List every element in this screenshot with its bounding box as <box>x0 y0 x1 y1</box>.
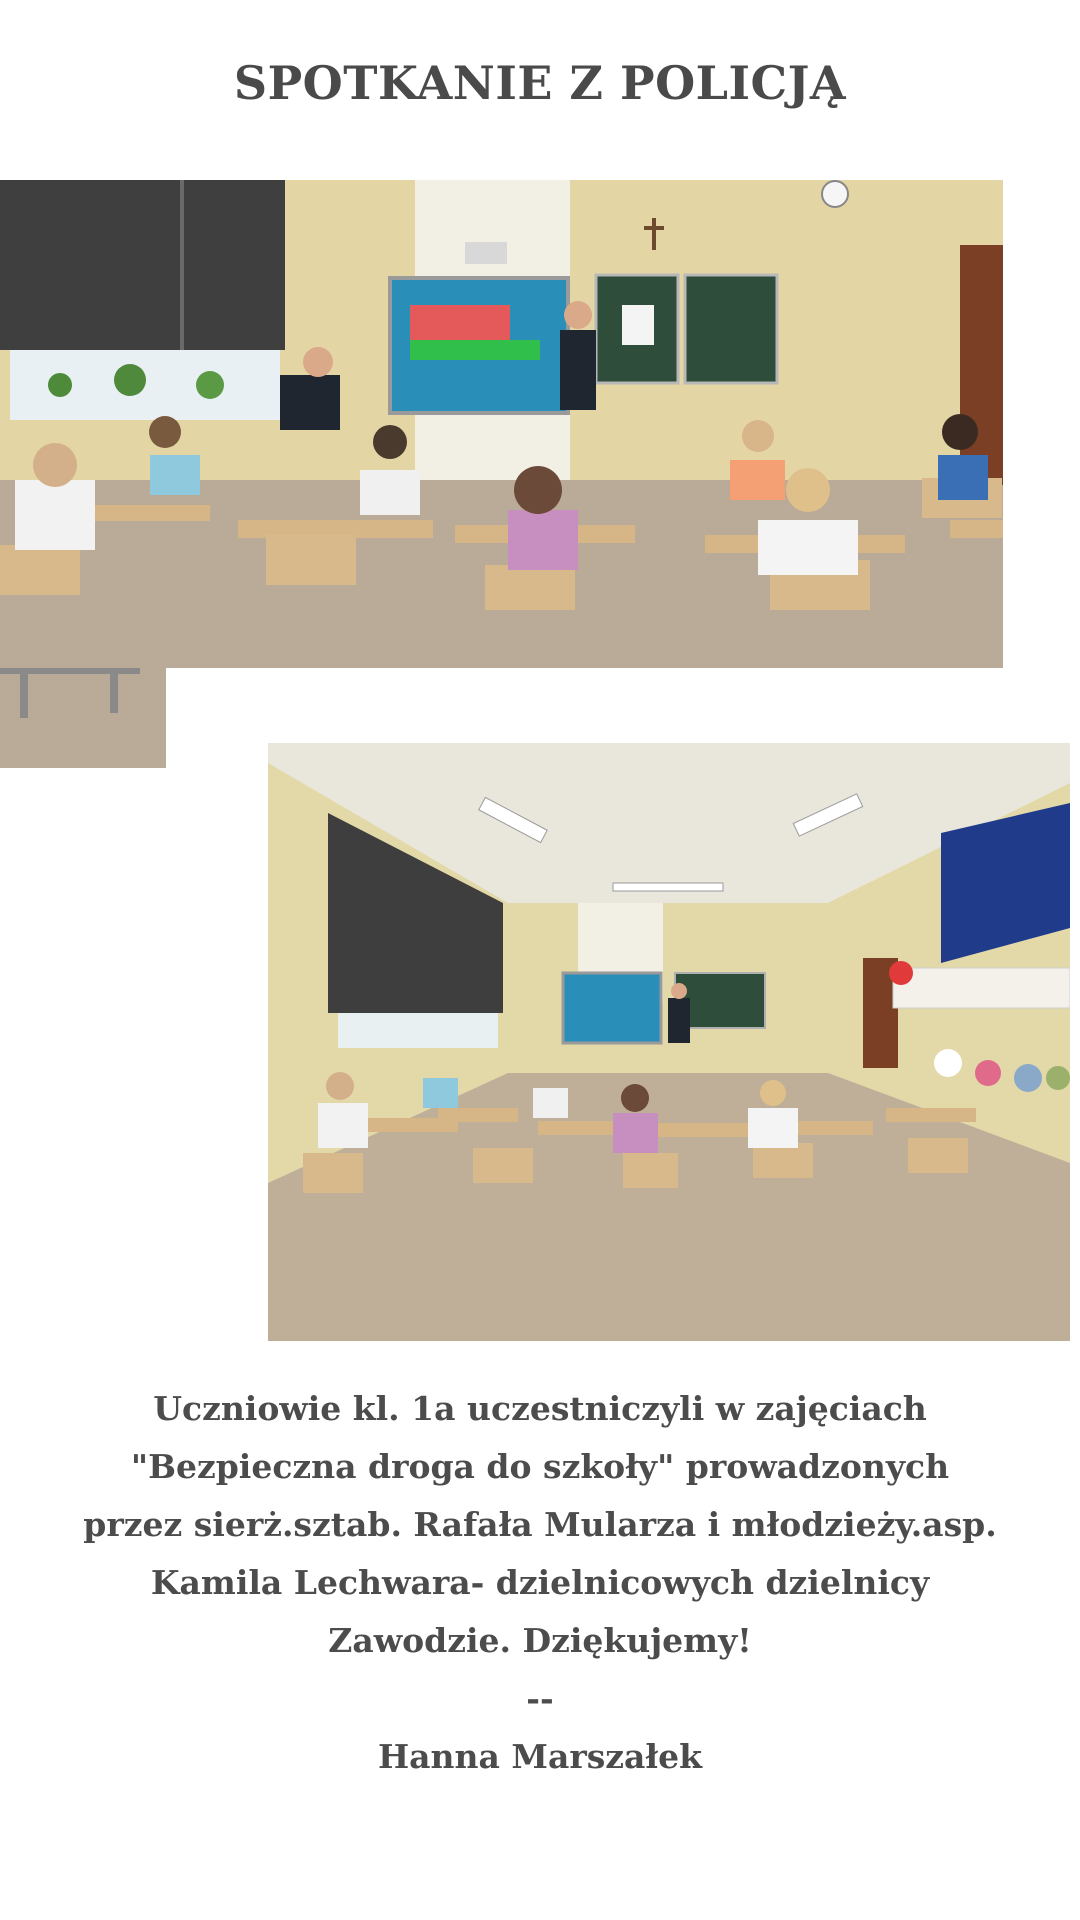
caption <box>60 1380 1020 1786</box>
page-title: SPOTKANIE Z POLICJĄ <box>233 56 847 110</box>
classroom-photo-front <box>0 180 1003 668</box>
caption-line: Zawodzie. Dziękujemy! <box>328 1621 752 1660</box>
caption-line: Uczniowie kl. 1a uczestniczyli w zajęciach <box>153 1389 927 1428</box>
caption-line: Kamila Lechwara- dzielnicowych dzielnicy <box>150 1563 930 1602</box>
classroom-photo-front-floor <box>0 668 166 768</box>
caption-separator: -- <box>526 1679 554 1718</box>
signature: Hanna Marszałek <box>378 1737 702 1776</box>
caption-line: "Bezpieczna droga do szkoły" prowadzonych <box>130 1447 950 1486</box>
classroom-photo-wide <box>268 743 1070 1341</box>
caption-line: przez sierż.sztab. Rafała Mularza i młodzieży.asp. <box>83 1505 997 1544</box>
